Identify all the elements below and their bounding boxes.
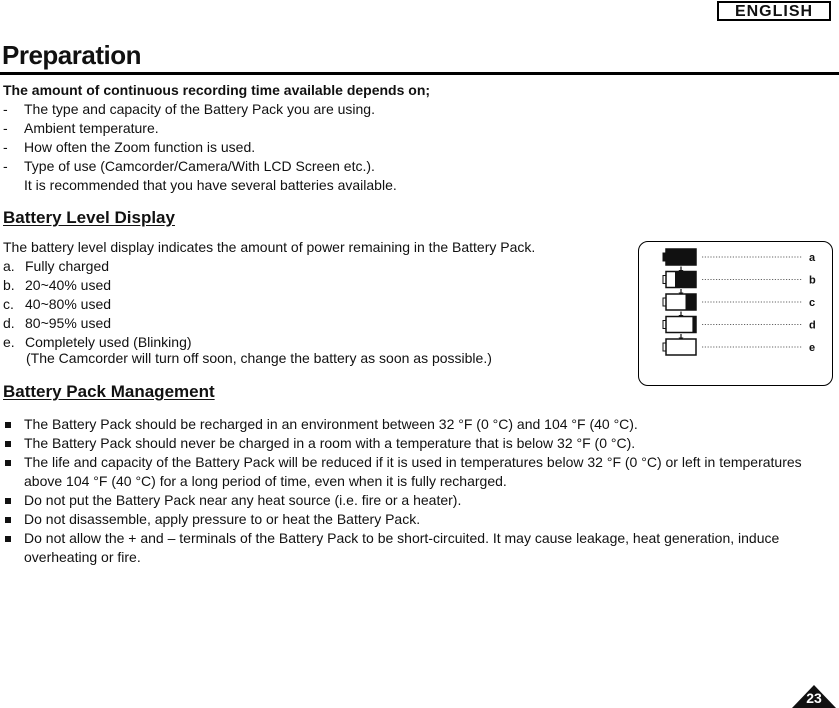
battery-level-label: a <box>809 252 816 264</box>
list-item: The life and capacity of the Battery Pack will be reduced if it is used in temperatures below 32 °F (0 °C) or left in temperatures above 104 °F (40 °C) for a long period of time, even when it is fully recharged. <box>3 453 834 491</box>
battery-level-diagram <box>638 241 833 386</box>
page-number-badge <box>791 684 837 708</box>
list-item: The Battery Pack should be recharged in an environment between 32 °F (0 °C) and 104 °F (40 °C). <box>3 415 834 434</box>
list-item: - How often the Zoom function is used. <box>3 139 256 155</box>
list-item: Do not put the Battery Pack near any heat source (i.e. fire or a heater). <box>3 491 834 510</box>
list-item: Do not disassemble, apply pressure to or heat the Battery Pack. <box>3 510 834 529</box>
battery-level-description: The battery level display indicates the amount of power remaining in the Battery Pack. <box>3 239 536 255</box>
battery-fill <box>692 317 696 333</box>
battery-level-list <box>3 258 192 353</box>
list-item: d. 80~95% used <box>3 315 112 331</box>
list-item: Do not allow the + and – terminals of the Battery Pack to be short-circuited. It may cause leakage, heat generation, induce overheating or fire. <box>3 529 834 567</box>
list-item: b. 20~40% used <box>3 277 112 293</box>
intro-text: The amount of continuous recording time available depends on; <box>3 82 431 98</box>
list-item: e. Completely used (Blinking) <box>3 334 192 350</box>
list-item: The Battery Pack should never be charged in a room with a temperature that is below 32 °F (0 °C). <box>3 434 834 453</box>
list-item: c. 40~80% used <box>3 296 112 312</box>
page-title: Preparation <box>2 40 141 70</box>
battery-management-list <box>3 415 834 567</box>
battery-fill <box>675 272 696 288</box>
battery-management-heading: Battery Pack Management <box>3 382 215 401</box>
battery-level-label: e <box>809 342 816 354</box>
battery-warning-note: (The Camcorder will turn off soon, change the battery as soon as possible.) <box>26 350 492 366</box>
battery-level-heading: Battery Level Display <box>3 208 175 227</box>
list-item: - The type and capacity of the Battery Pack you are using. <box>3 101 375 117</box>
battery-level-label: d <box>809 319 816 332</box>
battery-diagram-svg <box>639 242 834 387</box>
battery-level-label: c <box>809 297 816 309</box>
title-divider <box>0 72 839 75</box>
list-item: - Ambient temperature. <box>3 120 159 136</box>
battery-level-label: b <box>809 274 816 287</box>
battery-fill <box>686 294 697 310</box>
battery-icon <box>666 317 696 333</box>
battery-fill <box>666 249 696 265</box>
bullet-icon <box>3 415 24 434</box>
page-number: 23 <box>806 690 822 706</box>
bullet-icon <box>3 510 24 529</box>
battery-icon <box>666 339 696 355</box>
recommendation-text: It is recommended that you have several batteries available. <box>24 177 397 193</box>
bullet-icon <box>3 453 24 491</box>
factor-list <box>3 101 375 177</box>
list-item: a. Fully charged <box>3 258 110 274</box>
language-label: ENGLISH <box>717 1 831 21</box>
bullet-icon <box>3 529 24 567</box>
list-item: - Type of use (Camcorder/Camera/With LCD Screen etc.). <box>3 158 375 174</box>
bullet-icon <box>3 491 24 510</box>
bullet-icon <box>3 434 24 453</box>
